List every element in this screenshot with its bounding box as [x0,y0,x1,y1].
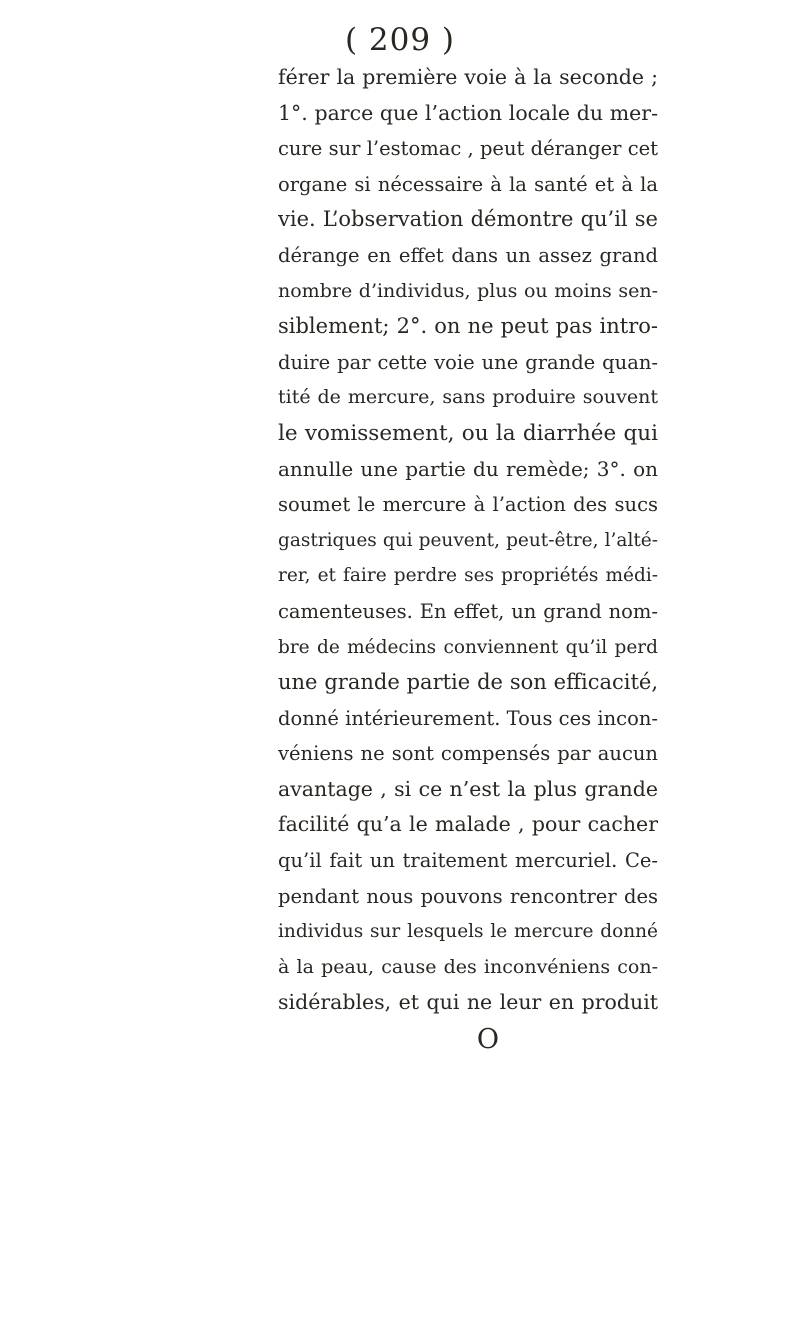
text-line: camenteuses. En effet, un grand nom- [278,599,658,623]
text-line: une grande partie de son efficacité, [278,670,658,695]
text-line: cure sur l’estomac , peut déranger cet [278,137,658,161]
text-line: qu’il fait un traitement mercuriel. Ce- [278,849,658,873]
text-line: donné intérieurement. Tous ces incon- [278,706,658,730]
text-line: duire par cette voie une grande quan- [278,350,658,374]
text-line: avantage , si ce n’est la plus grande [278,776,658,801]
text-line: à la peau, cause des inconvéniens con- [278,955,658,978]
body-text [278,60,658,1021]
text-line: 1°. parce que l’action locale du mer- [278,100,658,125]
text-line: rer, et faire perdre ses propriétés médi- [278,565,658,587]
text-line: nombre d’individus, plus ou moins sen- [278,279,658,302]
text-line: dérange en effet dans un assez grand [278,243,658,267]
text-line: tité de mercure, sans produire souvent [278,386,658,409]
text-line: bre de médecins conviennent qu’il perd [278,636,658,658]
text-line: véniens ne sont compensés par aucun [278,742,658,766]
text-line: le vomissement, ou la diarrhée qui [278,420,658,446]
signature-mark: O [476,1024,500,1055]
text-line: soumet le mercure à l’action des sucs [278,493,658,517]
text-line: férer la première voie à la seconde ; [278,65,658,89]
text-line: individus sur lesquels le mercure donné [278,921,658,943]
text-line: vie. L’observation démontre qu’il se [278,207,658,232]
text-line: facilité qu’a le malade , pour cacher [278,812,658,837]
text-line: pendant nous pouvons rencontrer des [278,884,658,908]
text-line: annulle une partie du remède; 3°. on [278,456,658,481]
text-line: sidérables, et qui ne leur en produit [278,990,658,1015]
text-line: organe si nécessaire à la santé et à la [278,172,658,196]
text-line: siblement; 2°. on ne peut pas intro- [278,314,658,339]
text-line: gastriques qui peuvent, peut-être, l’alté- [278,529,658,551]
page-number: ( 209 ) [344,22,456,58]
